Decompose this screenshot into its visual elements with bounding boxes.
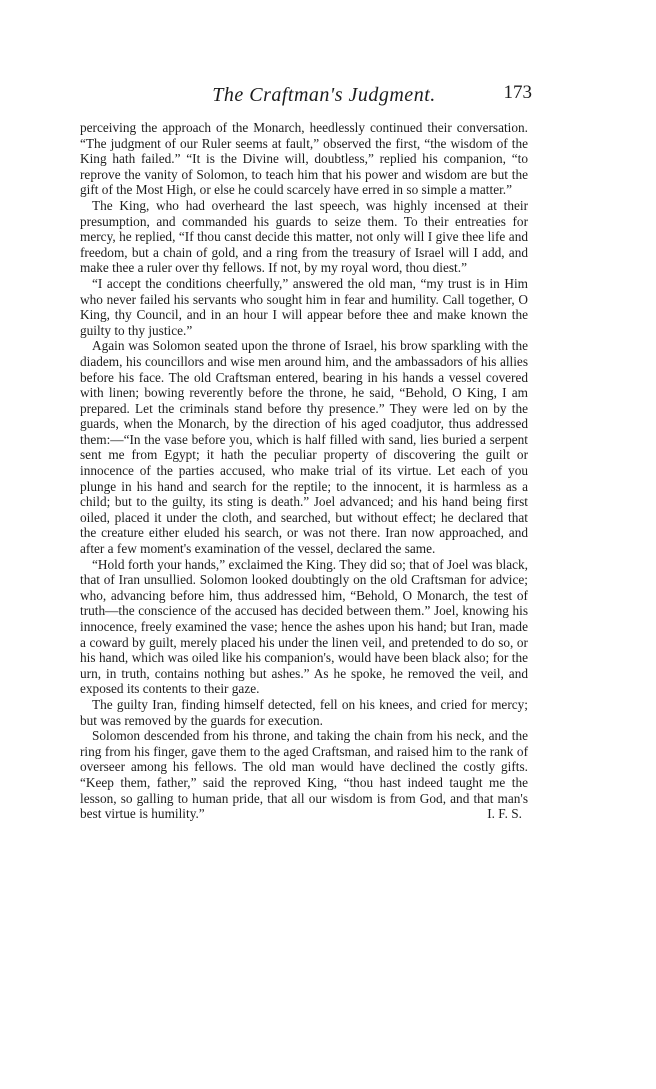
author-signature: I. F. S. xyxy=(487,806,522,822)
page-number: 173 xyxy=(503,82,532,103)
paragraph: The guilty Iran, finding himself detected, fell on his knees, and cried for mercy; but was removed by the guards for execution. xyxy=(80,696,528,728)
body-text xyxy=(80,120,528,822)
paragraph: “Hold forth your hands,” exclaimed the King. They did so; that of Joel was black, that of Iran unsullied. Solomon looked doubtingly on the old Craftsman for advice; who, advancing before him, thus addressed him, “Behold, O Monarch, the test of truth—the conscience of the accused has decided between them.” Joel, knowing his innocence, freely examined the vase; hence the ashes upon his hand; but Iran, made a coward by guilt, merely placed his under the linen veil, and pretended to do so, or his hand, which was oiled like his companion's, would have been black also; for the urn, in truth, contains nothing but ashes.” As he spoke, he removed the veil, and exposed its contents to their gaze. xyxy=(80,556,528,697)
running-head xyxy=(80,82,532,112)
paragraph: perceiving the approach of the Monarch, heedlessly continued their conversation. “The judgment of our Ruler seems at fault,” observed the first, “the wisdom of the King hath failed.” “It is the Divine will, doubtless,” replied his companion, “to reprove the vanity of Solomon, to teach him that his power and wisdom are but the gift of the Most High, or else he could scarcely have erred in so simple a matter.” xyxy=(80,120,528,198)
paragraph: Again was Solomon seated upon the throne of Israel, his brow sparkling with the diadem, his councillors and wise men around him, and the ambassadors of his allies before his face. The old Craftsman entered, bearing in his hands a vessel covered with linen; bowing reverently before the throne, he said, “Behold, O King, I am prepared. Let the criminals stand before thy presence.” They were led on by the guards, when the Monarch, by the direction of his aged coadjutor, thus addressed them:—“In the vase before you, which is half filled with sand, lies buried a serpent sent me from Egypt; it hath the peculiar property of discovering the guilt or innocence of the parties accused, who make trial of its virtue. Let each of you plunge in his hand and search for the reptile; to the innocent, it is harmless as a child; but to the guilty, its sting is death.” Joel advanced; and his hand being first oiled, placed it under the cloth, and searched, but without effect; he declared that the creature either eluded his search, or was not there. Iran now approached, and after a few moment's examination of the vessel, declared the same. xyxy=(80,338,528,557)
paragraph: “I accept the conditions cheerfully,” answered the old man, “my trust is in Him who never failed his servants who sought him in fear and humility. Call together, O King, thy Council, and in an hour I will appear before thee and make known the guilty to thy justice.” xyxy=(80,275,528,338)
paragraph: Solomon descended from his throne, and taking the chain from his neck, and the ring from his finger, gave them to the aged Craftsman, and raised him to the rank of overseer among his fellows. The old man would have declined the costly gifts. “Keep them, father,” said the reproved King, “thou hast indeed taught me the lesson, so galling to human pride, that all our wisdom is from God, and that man's best virtue is humility.” xyxy=(80,728,528,822)
paragraph: The King, who had overheard the last speech, was highly incensed at their presumption, and commanded his guards to seize them. To their entreaties for mercy, he replied, “If thou canst decide this matter, not only will I give thee life and freedom, but a chain of gold, and a ring from the treasury of Israel will I add, and make thee a ruler over thy fellows. If not, by my royal word, thou diest.” xyxy=(80,197,528,276)
running-title: The Craftman's Judgment. xyxy=(212,84,436,106)
